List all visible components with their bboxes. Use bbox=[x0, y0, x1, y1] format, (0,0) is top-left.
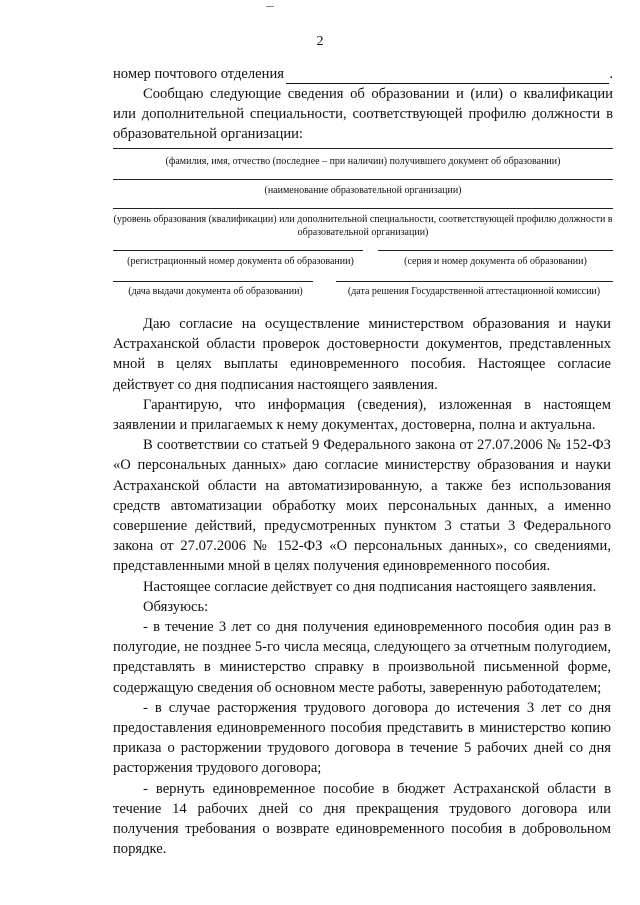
body-text bbox=[113, 314, 611, 859]
reg-number-line bbox=[113, 250, 363, 251]
issue-date-line bbox=[113, 281, 313, 282]
full-name-caption: (фамилия, имя, отчество (последнее – при наличии) получившего документ об образовании) bbox=[165, 156, 561, 167]
issue-date-caption: (дача выдачи документа об образовании) bbox=[128, 286, 303, 297]
series-number-line bbox=[378, 250, 613, 251]
postal-office-row bbox=[113, 64, 613, 84]
level-line bbox=[113, 208, 613, 209]
page-number: 2 bbox=[316, 34, 324, 49]
postal-dot: . bbox=[609, 66, 613, 82]
obligation-item-1: - в течение 3 лет со дня получения единовременного пособия один раз в полугодие, не позднее 5-го числа месяца, следующего за отчетным полугодием, представлять в министерство справку в произвольной письменной форме, содержащую сведения об основном месте работы, заверенную работодателем; bbox=[113, 619, 611, 696]
level-caption: (уровень образования (квалификации) или дополнительной специальности, соответствующей профилю должности в образовательной организации) bbox=[113, 214, 613, 238]
reg-number-caption: (регистрационный номер документа об образовании) bbox=[127, 256, 354, 267]
organization-caption: (наименование образовательной организации) bbox=[264, 185, 462, 196]
postal-office-blank bbox=[286, 68, 609, 84]
obligations-header: Обязуюсь: bbox=[143, 598, 209, 615]
series-number-caption: (серия и номер документа об образовании) bbox=[404, 256, 587, 267]
postal-office-label: номер почтового отделения bbox=[113, 66, 284, 82]
organization-line bbox=[113, 179, 613, 180]
top-mark bbox=[266, 6, 274, 7]
commission-date-caption: (дата решения Государственной аттестационной комиссии) bbox=[347, 286, 601, 297]
obligation-item-3: - вернуть единовременное пособие в бюджет Астраханской области в течение 14 рабочих дней со дня прекращения трудового договора или получения требования о возврате единовременного пособия в добровольном порядке. bbox=[113, 780, 611, 858]
obligation-item-2: - в случае расторжения трудового договора до истечения 3 лет со дня предоставления единовременного пособия представить в министерство копию приказа о расторжении трудового договора в течение 5 рабочих дней со дня расторжения трудового договора; bbox=[113, 699, 611, 777]
guarantee-paragraph: Гарантирую, что информация (сведения), изложенная в настоящем заявлении и прилагаемых к нему документах, достоверна, полна и актуальна. bbox=[113, 396, 611, 434]
intro-paragraph: Сообщаю следующие сведения об образовании и (или) о квалификации или дополнительной специальности, соответствующей профилю должности в образовательной организации: bbox=[113, 86, 613, 142]
full-name-line bbox=[113, 148, 613, 149]
commission-date-line bbox=[336, 281, 613, 282]
consent-check-paragraph: Даю согласие на осуществление министерством образования и науки Астраханской области проверок достоверности документов, представленных мной в целях выплаты единовременного пособия. Настоящее согласие действует со дня подписания настоящего заявления. bbox=[113, 316, 611, 393]
personal-data-paragraph: В соответствии со статьей 9 Федерального закона от 27.07.2006 № 152-ФЗ «О персональных данных» даю согласие министерству образования и науки Астраханской области на автоматизированную, а также без использования средств автоматизации обработку моих персональных данных, а именно совершение действий, предусмотренных пунктом 3 статьи 3 Федерального закона от 27.07.2006 № 152-ФЗ «О персональных данных», со сведениями, представленными мной в целях получения единовременного пособия. bbox=[113, 437, 611, 575]
valid-from-paragraph: Настоящее согласие действует со дня подписания настоящего заявления. bbox=[143, 578, 597, 595]
